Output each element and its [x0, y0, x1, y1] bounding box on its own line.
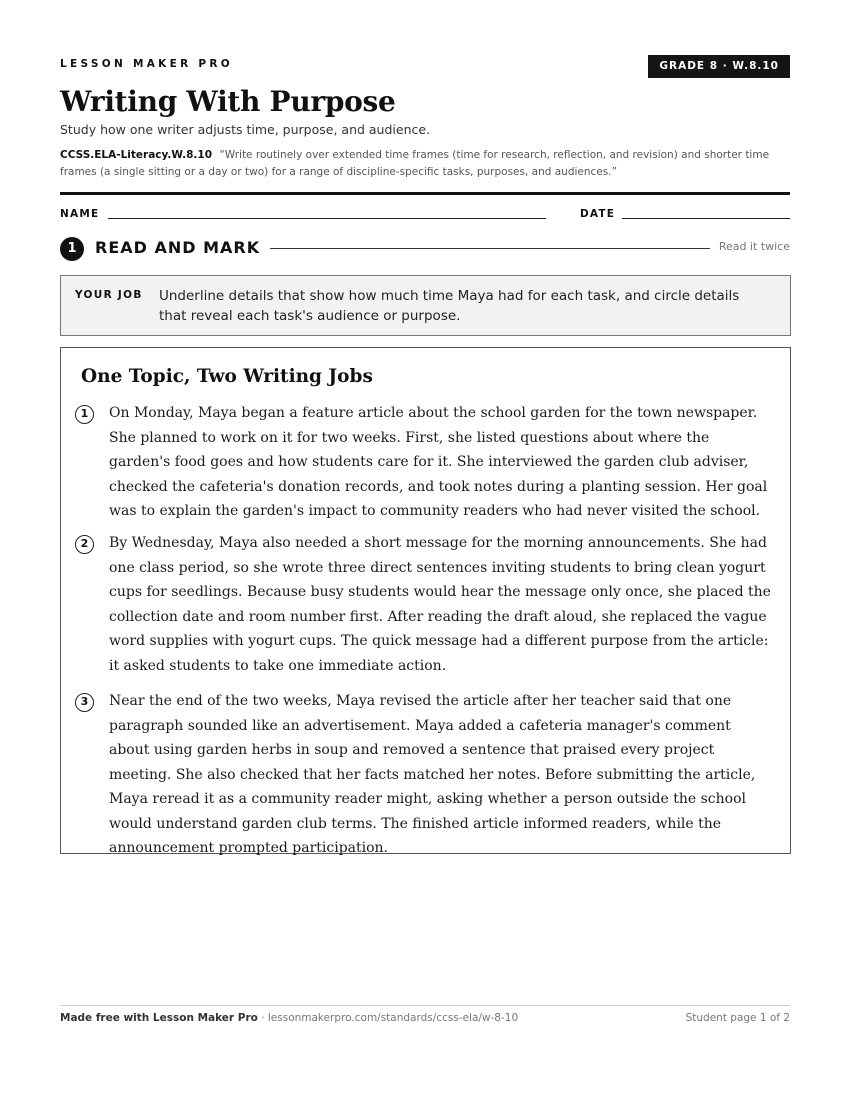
- passage-title: One Topic, Two Writing Jobs: [81, 366, 373, 387]
- section-title: READ AND MARK: [95, 238, 261, 257]
- standard-code: CCSS.ELA-Literacy.W.8.10: [60, 149, 213, 161]
- section-note: Read it twice: [718, 240, 790, 253]
- standard-description: [60, 147, 795, 181]
- page-title: Writing With Purpose: [60, 85, 396, 118]
- section-number-badge: 1: [60, 237, 84, 261]
- header-divider: [60, 192, 790, 195]
- name-field[interactable]: [108, 218, 546, 219]
- section-divider: [270, 248, 710, 249]
- footer-credit: [60, 1012, 518, 1024]
- grade-badge: GRADE 8 · W.8.10: [648, 55, 790, 78]
- paragraph-text: On Monday, Maya began a feature article about the school garden for the town newspaper. She planned to work on it for two weeks. First, she listed questions about where the garden's food goes and how students care for it. She interviewed the garden club adviser, checked the cafeteria's donation records, and took notes during a planting session. Her goal was to explain the garden's impact to community readers who had never visited the school.: [109, 405, 768, 519]
- paragraph-text: By Wednesday, Maya also needed a short message for the morning announcements. She had one class period, so she wrote three direct sentences inviting students to bring clean yogurt cups for seedlings. Because busy students would hear the message only once, she placed the collection date and room number first. After reading the draft aloud, she replaced the vague word supplies with yogurt cups. The quick message had a different purpose from the article: it asked students to take one immediate action.: [109, 535, 771, 674]
- name-date-row: [60, 208, 790, 222]
- instructions-text: Underline details that show how much time Maya had for each task, and circle details that reveal each task's audience or purpose.: [159, 288, 740, 324]
- brand-name: LESSON MAKER PRO: [60, 58, 234, 70]
- reading-passage: [60, 347, 791, 854]
- instructions-box: [60, 275, 791, 336]
- section-header: [60, 236, 790, 260]
- footer-url[interactable]: lessonmakerpro.com/standards/ccss-ela/w-8-10: [267, 1012, 519, 1024]
- page-indicator: Student page 1 of 2: [685, 1012, 790, 1024]
- paragraph-number: 1: [75, 405, 94, 424]
- footer-separator: ·: [257, 1012, 268, 1024]
- date-label: DATE: [580, 208, 616, 220]
- footer-divider: [60, 1005, 790, 1006]
- footer-made-with: Made free with Lesson Maker Pro: [60, 1012, 258, 1024]
- page-subtitle: Study how one writer adjusts time, purpose, and audience.: [60, 122, 431, 137]
- name-label: NAME: [60, 208, 100, 220]
- date-field[interactable]: [622, 218, 790, 219]
- paragraph-number: 2: [75, 535, 94, 554]
- instructions-label: YOUR JOB: [75, 289, 143, 301]
- standard-text: “Write routinely over extended time frames (time for research, reflection, and revision) and shorter time frames (a single sitting or a day or two) for a range of discipline-specific tasks, purposes, and audiences.”: [60, 149, 770, 178]
- paragraph-text: Near the end of the two weeks, Maya revised the article after her teacher said that one paragraph sounded like an advertisement. Maya added a cafeteria manager's comment about using garden herbs in soup and removed a sentence that praised every project meeting. She also checked that her facts matched her notes. Before submitting the article, Maya reread it as a community reader might, asking whether a person outside the school would understand garden club terms. The finished article informed readers, while the announcement prompted participation.: [109, 693, 756, 856]
- paragraph-number: 3: [75, 693, 94, 712]
